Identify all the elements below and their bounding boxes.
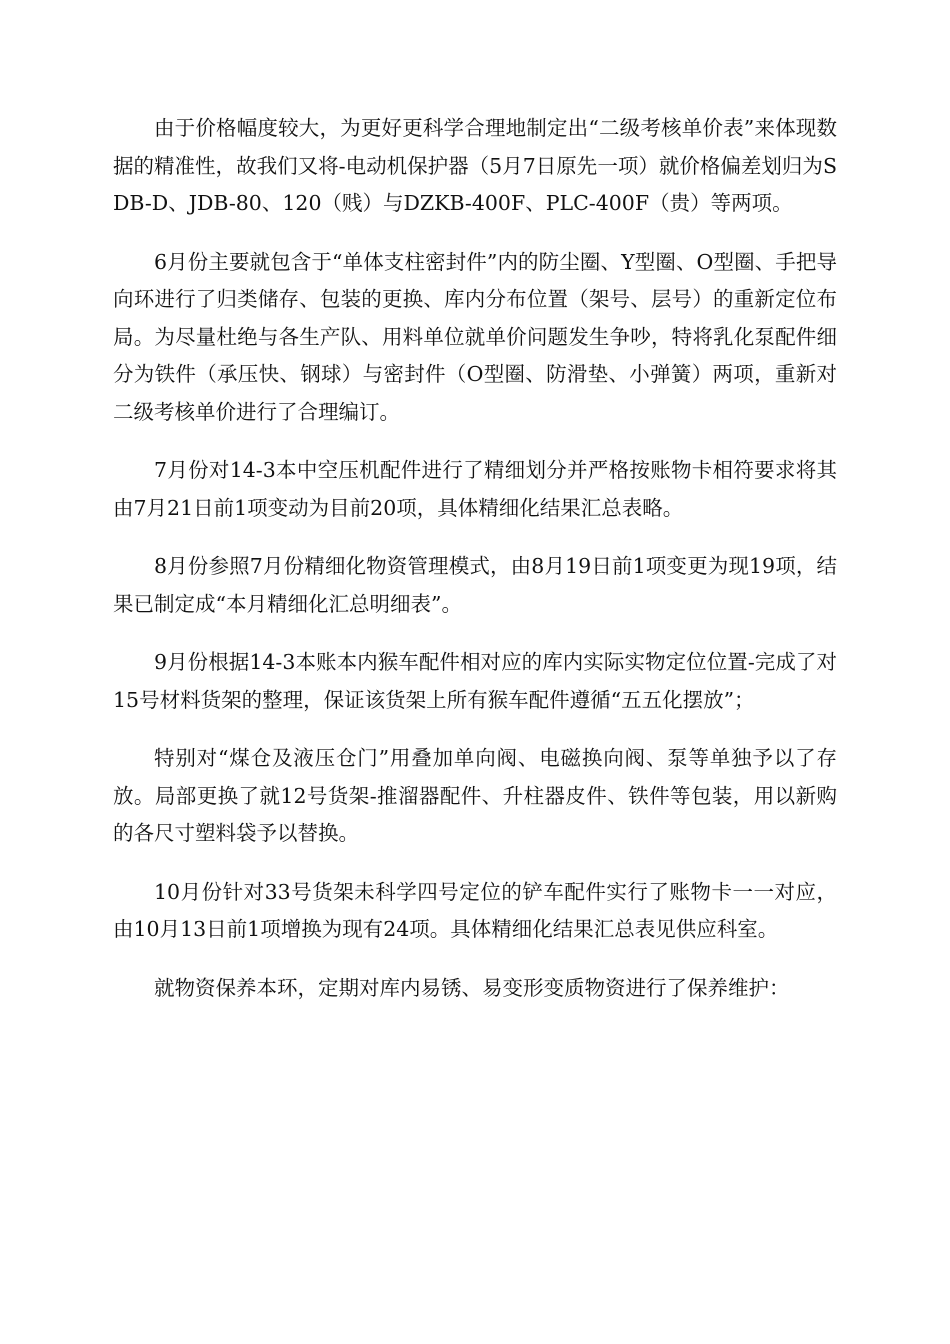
paragraph-october-forklift: 10月份针对33号货架未科学四号定位的铲车配件实行了账物卡一一对应，由10月13日前1项增换为现有24项。具体精细化结果汇总表见供应科室。 <box>113 879 837 941</box>
paragraph-september-shelf: 9月份根据14-3本账本内猴车配件相对应的库内实际实物定位位置-完成了对15号材料货架的整理，保证该货架上所有猴车配件遵循“五五化摆放”； <box>113 650 837 712</box>
paragraph-price-classification: 由于价格幅度较大，为更好更科学合理地制定出“二级考核单价表”来体现数据的精准性，故我们又将-电动机保护器（5月7日原先一项）就价格偏差划归为SDB-D、JDB-80、120（贱）与DZKB-400F、PLC-400F（贵）等两项。 <box>113 116 837 215</box>
paragraph-july-compressor: 7月份对14-3本中空压机配件进行了精细划分并严格按账物卡相符要求将其由7月21日前1项变动为目前20项，具体精细化结果汇总表略。 <box>113 458 837 520</box>
paragraph-june-seals: 6月份主要就包含于“单体支柱密封件”内的防尘圈、Y型圈、O型圈、手把导向环进行了归类储存、包装的更换、库内分布位置（架号、层号）的重新定位布局。为尽量杜绝与各生产队、用料单位就单价问题发生争吵，特将乳化泵配件细分为铁件（承压快、钢球）与密封件（O型圈、防滑垫、小弹簧）两项，重新对二级考核单价进行了合理编订。 <box>113 249 837 424</box>
paragraph-valve-storage: 特别对“煤仓及液压仓门”用叠加单向阀、电磁换向阀、泵等单独予以了存放。局部更换了就12号货架-推溜器配件、升柱器皮件、铁件等包装，用以新购的各尺寸塑料袋予以替换。 <box>113 746 837 845</box>
document-body <box>113 110 837 1028</box>
paragraph-maintenance: 就物资保养本环，定期对库内易锈、易变形变质物资进行了保养维护： <box>154 975 790 1000</box>
paragraph-august-summary: 8月份参照7月份精细化物资管理模式，由8月19日前1项变更为现19项，结果已制定成“本月精细化汇总明细表”。 <box>113 554 837 616</box>
